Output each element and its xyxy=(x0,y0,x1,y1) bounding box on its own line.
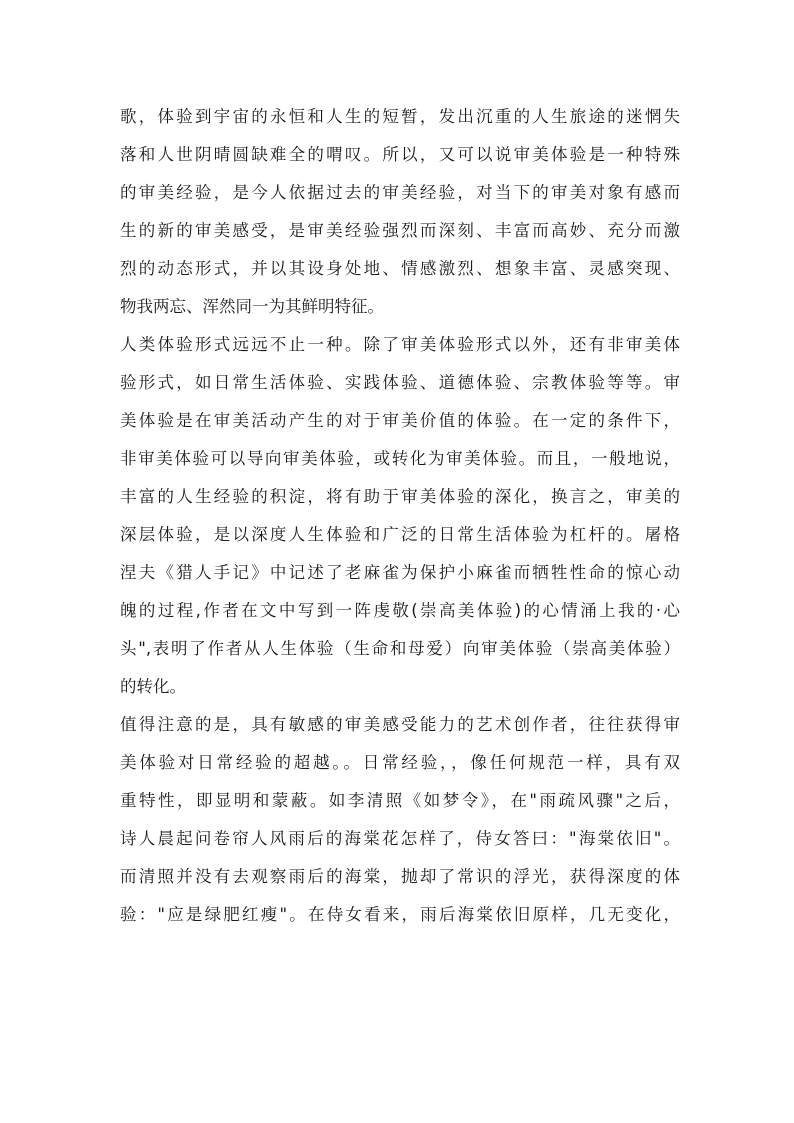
text-line: 的转化。 xyxy=(120,677,186,696)
text-line: 生的新的审美感受，是审美经验强烈而深刻、丰富而高妙、充分而激 xyxy=(120,221,680,240)
text-line: 验："应是绿肥红瘦"。在侍女看来，雨后海棠依旧原样，几无变化， xyxy=(120,905,680,924)
text-line: 物我两忘、浑然同一为其鲜明特征。 xyxy=(120,297,384,316)
text-line: 验形式，如日常生活体验、实践体验、道德体验、宗教体验等等。审 xyxy=(120,373,680,392)
text-line: 烈的动态形式，并以其设身处地、情感激烈、想象丰富、灵感突现、 xyxy=(120,259,680,278)
text-line: 丰富的人生经验的积淀，将有助于审美体验的深化，换言之，审美的 xyxy=(120,487,680,506)
text-line: 重特性，即显明和蒙蔽。如李清照《如梦令》，在"雨疏风骤"之后， xyxy=(120,791,680,810)
text-line: 非审美体验可以导向审美体验，或转化为审美体验。而且，一般地说， xyxy=(120,449,680,468)
text-line: 而清照并没有去观察雨后的海棠，抛却了常识的浮光，获得深度的体 xyxy=(120,867,680,886)
text-line: 的审美经验，是今人依据过去的审美经验，对当下的审美对象有感而 xyxy=(120,183,680,202)
text-line: 落和人世阴晴圆缺难全的喟叹。所以，又可以说审美体验是一种特殊 xyxy=(120,145,680,164)
text-line: 值得注意的是，具有敏感的审美感受能力的艺术创作者，往往获得审 xyxy=(120,715,680,734)
text-line: 深层体验，是以深度人生体验和广泛的日常生活体验为杠杆的。屠格 xyxy=(120,525,680,544)
text-line: 人类体验形式远远不止一种。除了审美体验形式以外，还有非审美体 xyxy=(120,335,680,354)
text-line: 美体验对日常经验的超越。。日常经验，，像任何规范一样，具有双 xyxy=(120,753,680,772)
text-line: 美体验是在审美活动产生的对于审美价值的体验。在一定的条件下， xyxy=(120,411,680,430)
body-text xyxy=(120,98,680,934)
text-line: 魄的过程,作者在文中写到一阵虔敬(崇高美体验)的心情涌上我的·心 xyxy=(120,601,680,620)
text-line: 头",表明了作者从人生体验（生命和母爱）向审美体验（崇高美体验） xyxy=(120,639,680,658)
text-line: 诗人晨起问卷帘人风雨后的海棠花怎样了，侍女答曰："海棠依旧"。 xyxy=(120,829,680,848)
text-line: 涅夫《猎人手记》中记述了老麻雀为保护小麻雀而牺牲性命的惊心动 xyxy=(120,563,680,582)
text-line: 歌，体验到宇宙的永恒和人生的短暂，发出沉重的人生旅途的迷惘失 xyxy=(120,107,680,126)
